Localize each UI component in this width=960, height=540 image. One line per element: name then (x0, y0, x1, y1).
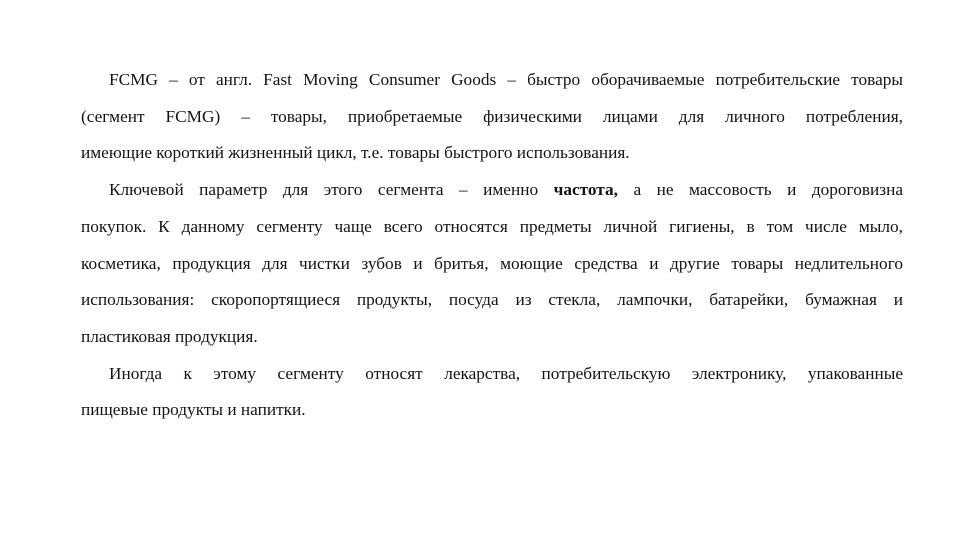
paragraph-line: пищевые продукты и напитки. (81, 400, 306, 420)
paragraph-key-parameter (53, 172, 903, 356)
paragraph-line: косметика, продукция для чистки зубов и бритья, моющие средства и другие товары недлительного (81, 253, 903, 273)
paragraph-line: FCMG – от англ. Fast Moving Consumer Goods – быстро оборачиваемые потребительские товары (109, 70, 903, 89)
paragraph-line: покупок. К данному сегменту чаще всего относятся предметы личной гигиены, в том числе мыло, (81, 216, 903, 236)
document-body (53, 62, 903, 429)
paragraph-fcmg-definition (53, 62, 903, 172)
emphasis-text: частота, (553, 180, 618, 200)
paragraph-line: использования: скоропортящиеся продукты, посуда из стекла, лампочки, батарейки, бумажная и (81, 290, 903, 310)
paragraph-line: Иногда к этому сегменту относят лекарства, потребительскую электронику, упакованные (109, 363, 903, 383)
paragraph-line: пластиковая продукция. (81, 326, 258, 346)
paragraph-also-included (53, 356, 903, 429)
paragraph-line: имеющие короткий жизненный цикл, т.е. товары быстрого использования. (81, 143, 630, 163)
text-run: Ключевой параметр для этого сегмента – именно (109, 180, 539, 200)
paragraph-line: (сегмент FCMG) – товары, приобретаемые физическими лицами для личного потребления, (81, 106, 903, 126)
text-run: а не массовость и дороговизна (633, 180, 903, 200)
paragraph-line (53, 172, 903, 209)
